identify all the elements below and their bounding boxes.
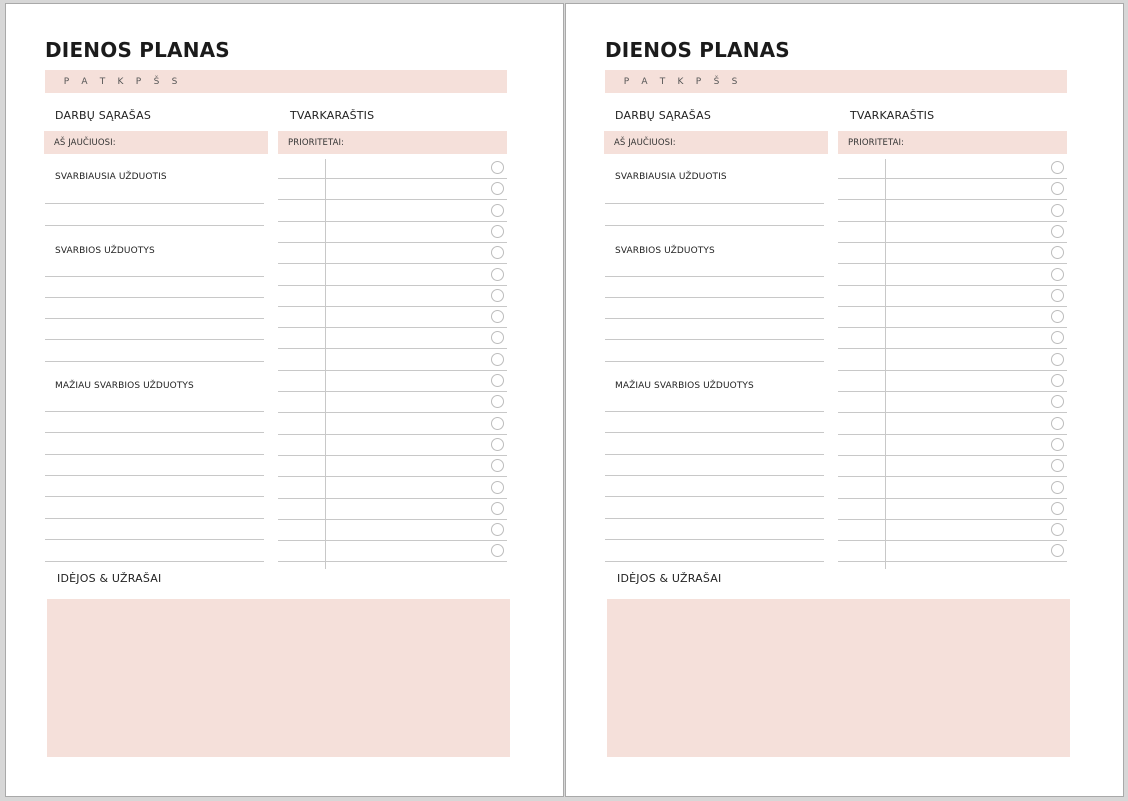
schedule-row-line[interactable] [838, 348, 1067, 349]
checkbox-circle[interactable] [1051, 161, 1064, 174]
weekday-letter[interactable]: A [641, 76, 648, 87]
writing-line[interactable] [45, 475, 264, 476]
less-important-label: MAŽIAU SVARBIOS UŽDUOTYS [55, 381, 194, 391]
writing-line[interactable] [45, 318, 264, 319]
notes-heading: IDĖJOS & UŽRAŠAI [57, 572, 162, 585]
writing-line[interactable] [605, 518, 824, 519]
checkbox-circle[interactable] [1051, 246, 1064, 259]
checkbox-circle[interactable] [491, 438, 504, 451]
writing-line[interactable] [45, 561, 264, 562]
writing-line[interactable] [45, 297, 264, 298]
checkbox-circle[interactable] [491, 204, 504, 217]
writing-line[interactable] [605, 475, 824, 476]
schedule-row-line[interactable] [838, 242, 1067, 243]
notes-heading: IDĖJOS & UŽRAŠAI [617, 572, 722, 585]
schedule-row-line[interactable] [278, 391, 507, 392]
checkbox-circle[interactable] [491, 182, 504, 195]
writing-line[interactable] [605, 496, 824, 497]
notes-area[interactable] [47, 599, 510, 757]
weekday-letter[interactable]: S [171, 76, 178, 87]
page-title: DIENOS PLANAS [45, 38, 230, 62]
most-important-label: SVARBIAUSIA UŽDUOTIS [55, 172, 167, 182]
checkbox-circle[interactable] [1051, 289, 1064, 302]
schedule-row-line[interactable] [278, 370, 507, 371]
schedule-row-line[interactable] [278, 498, 507, 499]
writing-line[interactable] [605, 539, 824, 540]
checkbox-circle[interactable] [1051, 331, 1064, 344]
important-label: SVARBIOS UŽDUOTYS [55, 246, 155, 256]
writing-line[interactable] [45, 339, 264, 340]
weekday-letter[interactable]: S [731, 76, 738, 87]
checkbox-circle[interactable] [491, 225, 504, 238]
schedule-row-line[interactable] [838, 561, 1067, 562]
schedule-row-line[interactable] [838, 540, 1067, 541]
weekday-letter[interactable]: T [99, 76, 106, 87]
schedule-row-line[interactable] [278, 476, 507, 477]
writing-line[interactable] [45, 518, 264, 519]
checkbox-circle[interactable] [491, 353, 504, 366]
schedule-row-line[interactable] [278, 540, 507, 541]
schedule-row-line[interactable] [838, 412, 1067, 413]
writing-line[interactable] [45, 203, 264, 204]
schedule-row-line[interactable] [278, 412, 507, 413]
schedule-row-line[interactable] [838, 476, 1067, 477]
schedule-row-line[interactable] [278, 285, 507, 286]
schedule-row-line[interactable] [838, 370, 1067, 371]
todo-heading: DARBŲ SĄRAŠAS [55, 109, 152, 122]
weekday-letter[interactable]: P [695, 76, 702, 87]
schedule-row-line[interactable] [838, 199, 1067, 200]
todo-heading: DARBŲ SĄRAŠAS [615, 109, 712, 122]
schedule-row-line[interactable] [278, 221, 507, 222]
weekday-letter[interactable]: P [63, 76, 70, 87]
schedule-row-line[interactable] [838, 178, 1067, 179]
weekday-letter[interactable]: K [117, 76, 124, 87]
checkbox-circle[interactable] [491, 417, 504, 430]
schedule-row-line[interactable] [838, 455, 1067, 456]
weekday-strip [605, 70, 1067, 93]
writing-line[interactable] [605, 203, 824, 204]
writing-line[interactable] [605, 339, 824, 340]
schedule-row-line[interactable] [278, 178, 507, 179]
writing-line[interactable] [605, 454, 824, 455]
checkbox-circle[interactable] [1051, 374, 1064, 387]
checkbox-circle[interactable] [491, 268, 504, 281]
checkbox-circle[interactable] [491, 523, 504, 536]
checkbox-circle[interactable] [1051, 417, 1064, 430]
writing-line[interactable] [45, 539, 264, 540]
checkbox-circle[interactable] [1051, 204, 1064, 217]
schedule-row-line[interactable] [838, 434, 1067, 435]
important-label: SVARBIOS UŽDUOTYS [615, 246, 715, 256]
writing-line[interactable] [45, 454, 264, 455]
schedule-heading: TVARKARAŠTIS [850, 109, 935, 122]
writing-line[interactable] [45, 276, 264, 277]
schedule-row-line[interactable] [278, 263, 507, 264]
planner-page-left [6, 4, 563, 796]
writing-line[interactable] [605, 411, 824, 412]
checkbox-circle[interactable] [1051, 225, 1064, 238]
schedule-row-line[interactable] [838, 391, 1067, 392]
schedule-row-line[interactable] [838, 221, 1067, 222]
schedule-row-line[interactable] [838, 327, 1067, 328]
writing-line[interactable] [605, 225, 824, 226]
schedule-row-line[interactable] [278, 455, 507, 456]
checkbox-circle[interactable] [491, 459, 504, 472]
writing-line[interactable] [45, 432, 264, 433]
weekday-letter[interactable]: K [677, 76, 684, 87]
checkbox-circle[interactable] [491, 289, 504, 302]
schedule-row-line[interactable] [838, 306, 1067, 307]
writing-line[interactable] [605, 276, 824, 277]
checkbox-circle[interactable] [491, 481, 504, 494]
checkbox-circle[interactable] [491, 544, 504, 557]
schedule-row-line[interactable] [838, 285, 1067, 286]
schedule-row-line[interactable] [838, 519, 1067, 520]
writing-line[interactable] [605, 561, 824, 562]
weekday-letter[interactable]: Š [713, 76, 720, 87]
priorities-field[interactable]: PRIORITETAI: [278, 131, 507, 154]
weekday-letter[interactable]: P [623, 76, 630, 87]
writing-line[interactable] [45, 225, 264, 226]
checkbox-circle[interactable] [1051, 353, 1064, 366]
weekday-letter[interactable]: T [659, 76, 666, 87]
notes-area[interactable] [607, 599, 1070, 757]
checkbox-circle[interactable] [491, 374, 504, 387]
schedule-row-line[interactable] [278, 242, 507, 243]
schedule-row-line[interactable] [278, 199, 507, 200]
schedule-heading: TVARKARAŠTIS [290, 109, 375, 122]
checkbox-circle[interactable] [1051, 481, 1064, 494]
weekday-letter[interactable]: A [81, 76, 88, 87]
most-important-label: SVARBIAUSIA UŽDUOTIS [615, 172, 727, 182]
weekday-letter[interactable]: P [135, 76, 142, 87]
schedule-row-line[interactable] [278, 306, 507, 307]
priorities-field[interactable]: PRIORITETAI: [838, 131, 1067, 154]
schedule-row-line[interactable] [278, 561, 507, 562]
schedule-row-line[interactable] [838, 263, 1067, 264]
writing-line[interactable] [605, 297, 824, 298]
writing-line[interactable] [605, 432, 824, 433]
planner-page-right [566, 4, 1123, 796]
checkbox-circle[interactable] [491, 395, 504, 408]
checkbox-circle[interactable] [1051, 268, 1064, 281]
writing-line[interactable] [605, 361, 824, 362]
page-title: DIENOS PLANAS [605, 38, 790, 62]
writing-line[interactable] [45, 496, 264, 497]
checkbox-circle[interactable] [1051, 438, 1064, 451]
mood-field[interactable]: AŠ JAUČIUOSI: [44, 131, 268, 154]
writing-line[interactable] [45, 411, 264, 412]
checkbox-circle[interactable] [491, 331, 504, 344]
checkbox-circle[interactable] [1051, 310, 1064, 323]
checkbox-circle[interactable] [491, 310, 504, 323]
checkbox-circle[interactable] [491, 161, 504, 174]
writing-line[interactable] [605, 318, 824, 319]
checkbox-circle[interactable] [1051, 395, 1064, 408]
checkbox-circle[interactable] [1051, 459, 1064, 472]
checkbox-circle[interactable] [491, 246, 504, 259]
less-important-label: MAŽIAU SVARBIOS UŽDUOTYS [615, 381, 754, 391]
schedule-row-line[interactable] [278, 519, 507, 520]
checkbox-circle[interactable] [491, 502, 504, 515]
schedule-row-line[interactable] [838, 498, 1067, 499]
checkbox-circle[interactable] [1051, 182, 1064, 195]
checkbox-circle[interactable] [1051, 502, 1064, 515]
weekday-letter[interactable]: Š [153, 76, 160, 87]
writing-line[interactable] [45, 361, 264, 362]
schedule-row-line[interactable] [278, 327, 507, 328]
schedule-row-line[interactable] [278, 348, 507, 349]
mood-field[interactable]: AŠ JAUČIUOSI: [604, 131, 828, 154]
checkbox-circle[interactable] [1051, 523, 1064, 536]
checkbox-circle[interactable] [1051, 544, 1064, 557]
schedule-row-line[interactable] [278, 434, 507, 435]
weekday-strip [45, 70, 507, 93]
